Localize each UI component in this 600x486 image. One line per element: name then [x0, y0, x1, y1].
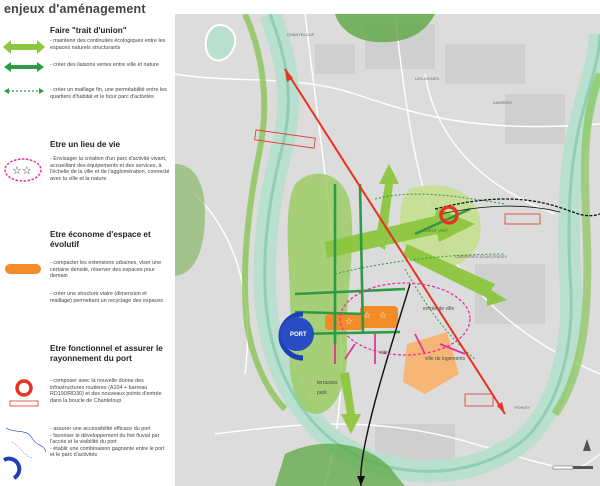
legend-item: - créer des liaisons vertes entre ville et nature — [50, 62, 159, 68]
dotted-green-arrow-icon — [2, 86, 46, 96]
green-link-arrow-icon — [2, 61, 46, 73]
port-access-icon — [2, 422, 46, 482]
svg-text:☆: ☆ — [363, 311, 372, 321]
legend-section-title: Etre un lieu de vie — [50, 140, 121, 149]
terrasses-label: terrasses — [317, 380, 338, 386]
ville-logements-label: ville de logements — [425, 356, 466, 362]
legend-item: - composer avec la nouvelle donne des infrastructures routières (A104 + barreau RD190/RD30) et des nouveaux points d'entrée dans la boucle de Chanteloup — [50, 378, 162, 404]
place-label: CHANTELOUP — [287, 32, 315, 37]
legend-item: - créer une structure viaire (dimension et maillage) permettant un recyclage des espaces — [50, 291, 163, 304]
legend-section-title: Etre économe d'espace et évolutif — [50, 230, 151, 249]
place-label: ANDRÉSY — [493, 100, 513, 105]
wide-green-arrow-icon — [2, 38, 46, 56]
legend-item: - assurer une accessibilité efficace du port - favoriser le développement du fret fluvial par l'accès et la visibilité du port - établir une combinaison gagnante entre le port et le parc d'activités — [50, 426, 165, 459]
place-label: LES-VIGNES — [415, 76, 440, 81]
place-label: POISSY — [515, 405, 530, 410]
svg-text:☆: ☆ — [345, 317, 354, 327]
legend-panel — [0, 18, 174, 486]
site-map — [175, 14, 600, 486]
page-title: enjeux d'aménagement — [4, 2, 146, 16]
legend-item: - créer un maillage fin, une perméabilité entre les quartiers d'habitat et le futur parc d'activités — [50, 87, 167, 100]
legend-item: - Envisager la création d'un parc d'activité vivant, accueillant des équipements et des services, à l'échelle de la ville et de l'agglomération, connecté avec la ville et la nature — [50, 156, 170, 182]
legend-item: - maintenir des continuités écologiques entre les espaces naturels structurants — [50, 38, 166, 51]
place-label: CARRIÈRES-SOUS-POISSY — [455, 254, 508, 259]
svg-text:☆: ☆ — [379, 311, 388, 321]
entry-point-icon — [2, 376, 46, 412]
park-label: park — [317, 390, 327, 396]
scale-bar — [553, 466, 593, 469]
legend-section-title: Etre fonctionnel et assurer le rayonnement du port — [50, 344, 163, 363]
legend-item: - compacter les extensions urbaines, viser une certaine densité, réserver des espaces pour demain — [50, 260, 162, 280]
site-label: site — [380, 350, 388, 356]
entree-ville-label: entrée de ville — [423, 306, 455, 312]
legend-section-title: Faire "trait d'union" — [50, 26, 127, 35]
port-label: PORT — [290, 332, 307, 338]
orange-bar-icon — [2, 262, 46, 276]
coeur-vert-label: coeur vert — [423, 228, 448, 234]
svg-text:☆☆: ☆☆ — [12, 164, 32, 177]
lieu-de-vie-stars-icon — [2, 155, 46, 185]
